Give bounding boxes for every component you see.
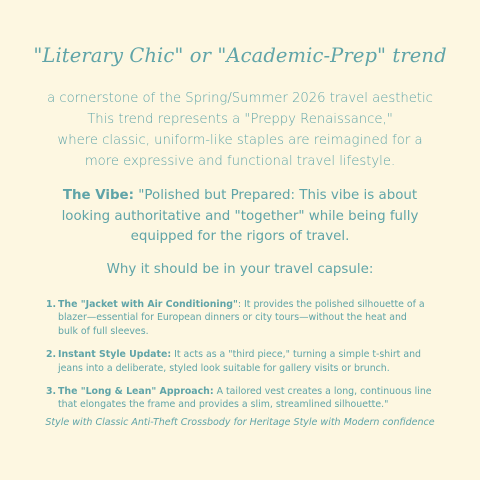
item-line <box>46 298 446 311</box>
intro-line: a cornerstone of the Spring/Summer 2026 travel aesthetic <box>47 91 433 106</box>
intro-line: more expressive and functional travel lifestyle. <box>84 154 396 169</box>
vibe-line: looking authoritative and "together" while being fully <box>61 208 419 224</box>
intro-line: where classic, uniform-like staples are reimagined for a <box>57 133 423 148</box>
vibe-text: "Polished but Prepared: This vibe is about <box>133 188 418 203</box>
item-line <box>46 348 446 361</box>
vibe-label: The Vibe: <box>62 188 134 203</box>
reasons-list <box>46 298 446 422</box>
vibe-line <box>28 186 452 207</box>
item-text: A tailored vest creates a long, continuous line <box>213 386 432 398</box>
page-title: "Literary Chic" or "Academic-Prep" trend <box>33 44 447 67</box>
item-line: that elongates the frame and provides a slim, streamlined silhouette." <box>58 399 389 411</box>
item-lead: The "Jacket with Air Conditioning" <box>58 299 238 310</box>
list-item <box>46 385 446 412</box>
item-line: blazer—essential for European dinners or city tours—without the heat and <box>58 312 407 324</box>
intro-line: This trend represents a "Preppy Renaissance," <box>87 112 393 127</box>
why-heading: Why it should be in your travel capsule: <box>106 262 374 277</box>
item-lead: The "Long & Lean" Approach: <box>58 386 214 398</box>
item-number: 3. <box>46 386 57 398</box>
vibe-paragraph <box>28 186 452 248</box>
item-number: 2. <box>46 349 57 361</box>
list-item <box>46 298 446 338</box>
item-line: jeans into a deliberate, styled look suitable for gallery visits or brunch. <box>58 362 390 374</box>
vibe-line: equipped for the rigors of travel. <box>130 229 350 244</box>
item-text: : It provides the polished silhouette of a <box>237 299 425 310</box>
list-item <box>46 348 446 375</box>
item-line: bulk of full sleeves. <box>58 325 149 337</box>
tagline: Style with Classic Anti-Theft Crossbody for Heritage Style with Modern confidence <box>45 417 435 428</box>
item-text: It acts as a "third piece," turning a simple t-shirt and <box>171 349 421 361</box>
intro-paragraph <box>30 88 450 172</box>
item-lead: Instant Style Update: <box>58 349 172 361</box>
item-number: 1. <box>46 299 57 310</box>
item-line <box>46 385 446 398</box>
